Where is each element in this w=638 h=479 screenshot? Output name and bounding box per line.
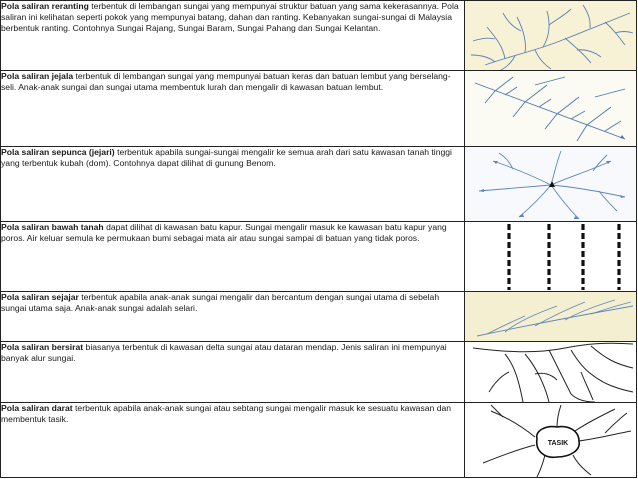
illustration-cell (465, 222, 637, 292)
illustration-cell (465, 403, 637, 478)
trellis-pattern-illustration (465, 71, 636, 146)
radial-pattern-illustration (465, 147, 636, 221)
pattern-body: terbentuk apabila anak-anak sungai mengalir dan bercantum dengan sungai utama di sebelah sungai utama saja. Anak-anak sungai adalah selari. (1, 292, 440, 313)
illustration-cell (465, 292, 637, 342)
dendritic-pattern-illustration (465, 1, 636, 70)
description-cell (1, 1, 465, 71)
pattern-term: Pola saliran bersirat (1, 342, 84, 352)
table-row (1, 147, 637, 222)
pattern-body: biasanya terbentuk di kawasan delta sungai atau dataran mendap. Jenis saliran ini mempunyai banyak alur sungai. (1, 342, 447, 363)
description-cell (1, 292, 465, 342)
table-row (1, 71, 637, 147)
pattern-description (1, 222, 464, 244)
pattern-term: Pola saliran sepunca (jejari) (1, 147, 115, 157)
illustration-cell (465, 147, 637, 222)
illustration-cell (465, 342, 637, 403)
table-row (1, 292, 637, 342)
illustration-cell (465, 1, 637, 71)
pattern-description (1, 147, 464, 169)
pattern-term: Pola saliran sejajar (1, 292, 79, 302)
table-row (1, 342, 637, 403)
pattern-term: Pola saliran jejala (1, 71, 74, 81)
table-row (1, 1, 637, 71)
pattern-description (1, 71, 464, 93)
pattern-body: terbentuk apabila sungai-sungai mengalir ke semua arah dari satu kawasan tanah tinggi yang terbentuk kubah (dom). Contohnya dapat dilihat di gunung Benom. (1, 147, 452, 168)
centripetal-pattern-illustration (465, 403, 636, 477)
description-cell (1, 342, 465, 403)
pattern-body: dapat dilihat di kawasan batu kapur. Sungai mengalir masuk ke kawasan batu kapur yang poros. Air keluar semula ke permukaan bumi sebagai mata air atau sungai sampai di batuan yang tidak poros. (1, 222, 447, 243)
table-row (1, 222, 637, 292)
description-cell (1, 222, 465, 292)
braided-pattern-illustration (465, 342, 636, 402)
underground-pattern-illustration (465, 222, 636, 291)
description-cell (1, 403, 465, 478)
pattern-body: terbentuk di lembangan sungai yang mempunyai struktur batuan yang sama kekerasannya. Pola saliran ini kelihatan seperti pokok yang mempunyai batang, dahan dan ranting. Kebanyakan sungai-sungai di Malaysia berbentuk ranting. Contohnya Sungai Rajang, Sungai Baram, Sungai Pahang dan Sungai Kelantan. (1, 1, 459, 33)
lake-label: TASIK (547, 440, 569, 447)
pattern-description (1, 403, 464, 425)
pattern-term: Pola saliran bawah tanah (1, 222, 104, 232)
pattern-term: Pola saliran reranting (1, 1, 89, 11)
pattern-description (1, 292, 464, 314)
illustration-cell (465, 71, 637, 147)
pattern-body: terbentuk di lembangan sungai yang mempunyai batuan keras dan batuan lembut yang berselang-seli. Anak-anak sungai dan sungai utama membentuk lurah dan mengalir di kawasan batuan lembut. (1, 71, 451, 92)
pattern-description (1, 342, 464, 364)
description-cell (1, 147, 465, 222)
parallel-pattern-illustration (465, 292, 636, 341)
description-cell (1, 71, 465, 147)
pattern-body: terbentuk apabila anak-anak sungai atau sebtang sungai mengalir masuk ke sesuatu kawasan dan membentuk tasik. (1, 403, 452, 424)
pattern-term: Pola saliran darat (1, 403, 73, 413)
pattern-description (1, 1, 464, 34)
table-row (1, 403, 637, 478)
